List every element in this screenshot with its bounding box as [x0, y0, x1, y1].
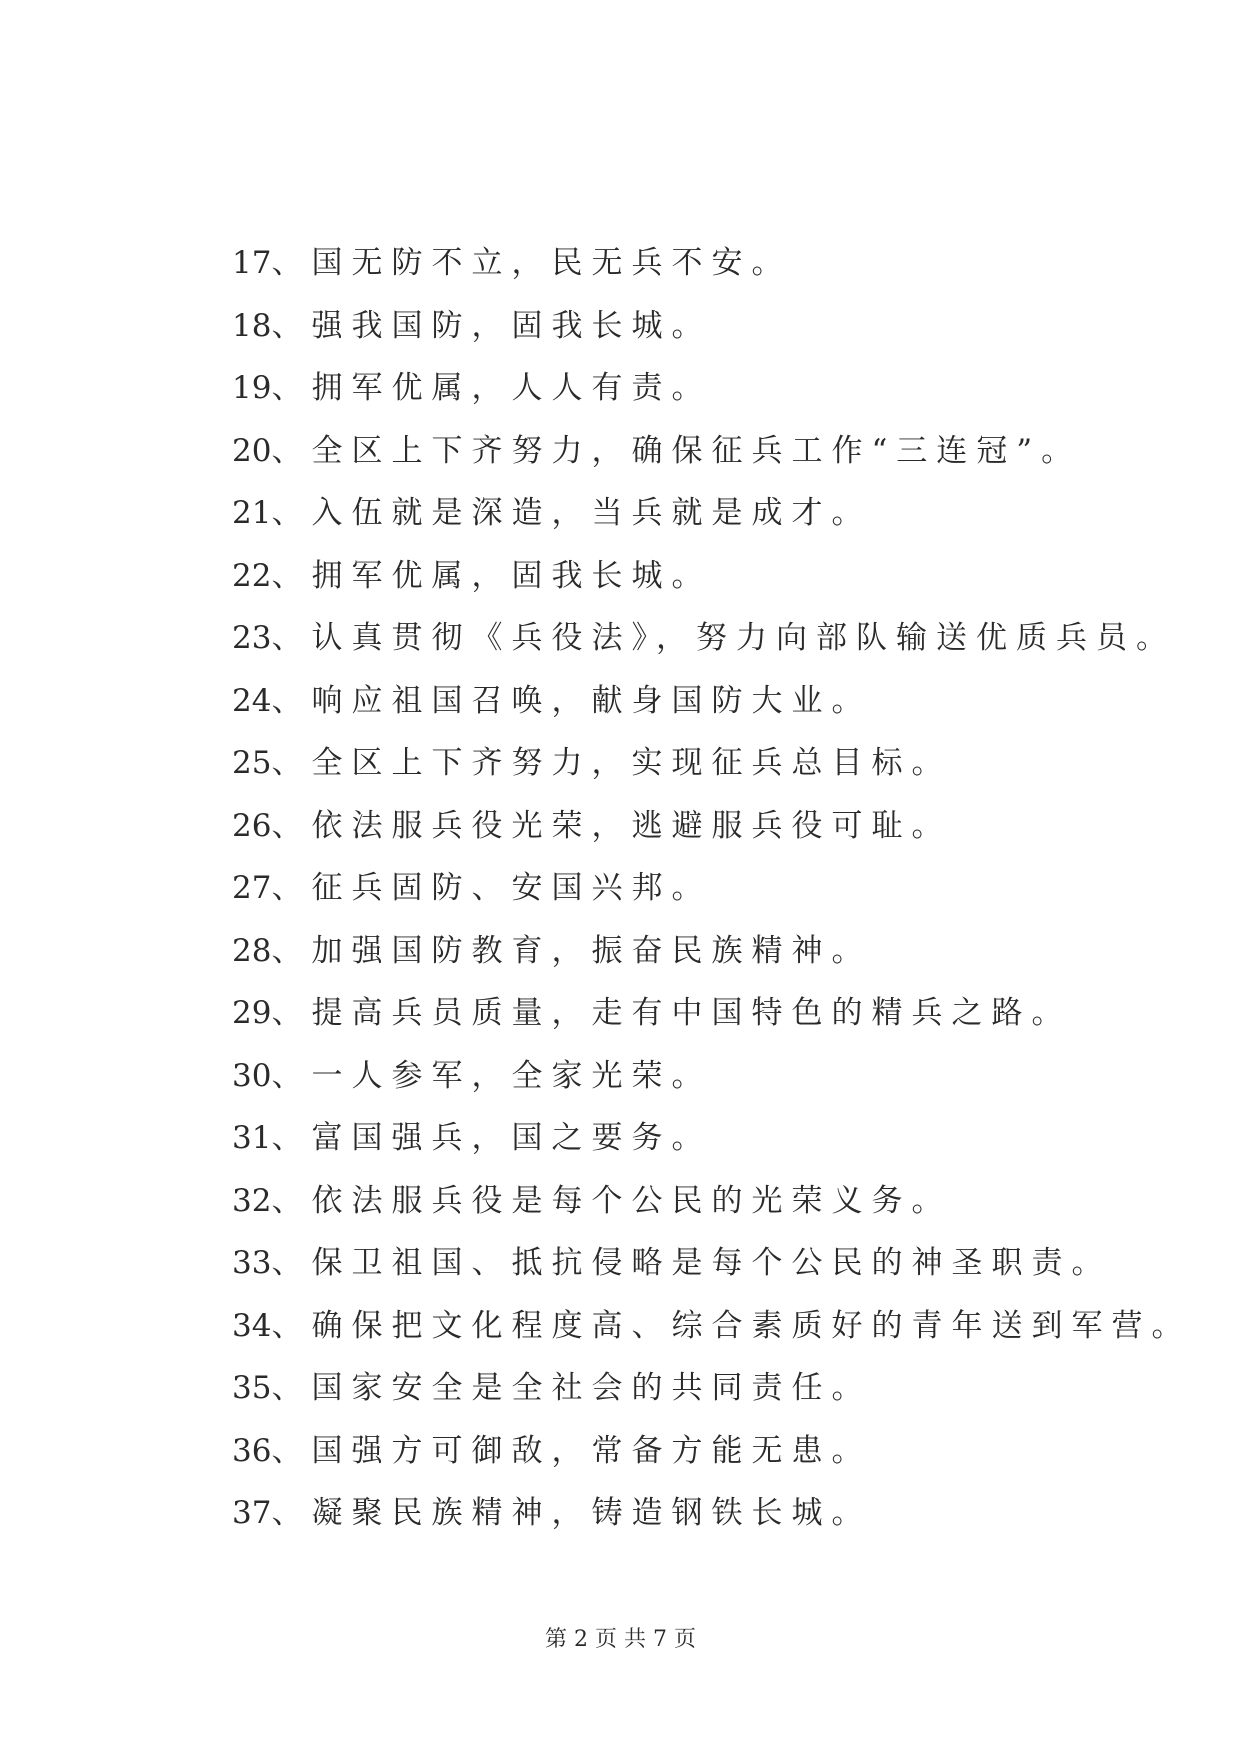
item-text: 入伍就是深造，当兵就是成才。	[311, 495, 872, 531]
item-number: 19	[232, 370, 272, 406]
item-text: 强我国防，固我长城。	[311, 307, 712, 344]
item-number: 36	[232, 1432, 272, 1469]
item-number: 32	[232, 1182, 272, 1219]
list-item	[232, 1170, 1192, 1233]
item-number: 17	[232, 245, 272, 281]
item-separator: 、	[271, 1245, 312, 1281]
item-number: 31	[232, 1120, 272, 1156]
item-text: 响应祖国召唤，献身国防大业。	[311, 682, 872, 719]
item-number: 20	[232, 432, 272, 469]
item-text: 保卫祖国、抵抗侵略是每个公民的神圣职责。	[311, 1245, 1112, 1281]
list-item	[232, 670, 1192, 733]
item-text: 拥军优属，固我长城。	[311, 557, 712, 594]
item-separator: 、	[271, 495, 312, 531]
item-text: 依法服兵役是每个公民的光荣义务。	[311, 1182, 952, 1219]
item-text: 依法服兵役光荣，逃避服兵役可耻。	[311, 807, 952, 844]
item-text: 全区上下齐努力，实现征兵总目标。	[311, 745, 952, 781]
list-item	[232, 982, 1192, 1045]
item-number: 23	[232, 620, 272, 656]
item-number: 25	[232, 745, 272, 781]
item-separator: 、	[271, 307, 312, 344]
item-separator: 、	[271, 1307, 312, 1344]
list-item	[232, 1420, 1192, 1483]
item-text: 确保把文化程度高、综合素质好的青年送到军营。	[311, 1307, 1192, 1344]
list-item	[232, 1107, 1192, 1170]
item-text: 国家安全是全社会的共同责任。	[311, 1370, 872, 1406]
item-separator: 、	[271, 557, 312, 594]
item-number: 27	[232, 870, 272, 906]
list-item	[232, 607, 1192, 670]
item-number: 21	[232, 495, 272, 531]
item-separator: 、	[271, 682, 312, 719]
item-number: 33	[232, 1245, 272, 1281]
item-separator: 、	[271, 1432, 312, 1469]
item-text: 全区上下齐努力，确保征兵工作“三连冠”。	[311, 432, 1082, 469]
item-text: 征兵固防、安国兴邦。	[311, 870, 712, 906]
list-item	[232, 857, 1192, 920]
item-number: 35	[232, 1370, 272, 1406]
item-separator: 、	[271, 245, 312, 281]
item-text: 一人参军，全家光荣。	[311, 1057, 712, 1094]
item-separator: 、	[271, 995, 312, 1031]
item-text: 富国强兵，国之要务。	[311, 1120, 712, 1156]
list-item	[232, 1357, 1192, 1420]
list-item	[232, 1295, 1192, 1358]
item-number: 26	[232, 807, 272, 844]
item-text: 提高兵员质量，走有中国特色的精兵之路。	[311, 995, 1072, 1031]
list-item	[232, 1232, 1192, 1295]
list-item	[232, 732, 1192, 795]
item-number: 29	[232, 995, 272, 1031]
item-separator: 、	[271, 807, 312, 844]
item-number: 37	[232, 1495, 272, 1531]
item-number: 34	[232, 1307, 272, 1344]
item-separator: 、	[271, 432, 312, 469]
item-number: 18	[232, 307, 272, 344]
item-number: 24	[232, 682, 272, 719]
item-text: 国强方可御敌，常备方能无患。	[311, 1432, 872, 1469]
item-separator: 、	[271, 1120, 312, 1156]
list-item	[232, 545, 1192, 608]
item-separator: 、	[271, 1495, 312, 1531]
item-separator: 、	[271, 745, 312, 781]
item-separator: 、	[271, 870, 312, 906]
list-item	[232, 1045, 1192, 1108]
list-item	[232, 295, 1192, 358]
list-item	[232, 482, 1192, 545]
item-text: 加强国防教育，振奋民族精神。	[311, 932, 872, 969]
list-item	[232, 232, 1192, 295]
list-item	[232, 1482, 1192, 1545]
item-text: 认真贯彻《兵役法》，努力向部队输送优质兵员。	[311, 620, 1176, 656]
item-separator: 、	[271, 620, 312, 656]
slogan-list	[232, 232, 1192, 1545]
item-number: 30	[232, 1057, 272, 1094]
item-text: 凝聚民族精神，铸造钢铁长城。	[311, 1495, 872, 1531]
item-separator: 、	[271, 1182, 312, 1219]
item-text: 拥军优属，人人有责。	[311, 370, 712, 406]
list-item	[232, 795, 1192, 858]
list-item	[232, 420, 1192, 483]
item-number: 28	[232, 932, 272, 969]
item-separator: 、	[271, 1370, 312, 1406]
item-separator: 、	[271, 1057, 312, 1094]
item-separator: 、	[271, 932, 312, 969]
list-item	[232, 357, 1192, 420]
item-text: 国无防不立，民无兵不安。	[311, 245, 792, 281]
page-footer: 第 2 页 共 7 页	[545, 1627, 696, 1652]
item-number: 22	[232, 557, 272, 594]
item-separator: 、	[271, 370, 312, 406]
list-item	[232, 920, 1192, 983]
